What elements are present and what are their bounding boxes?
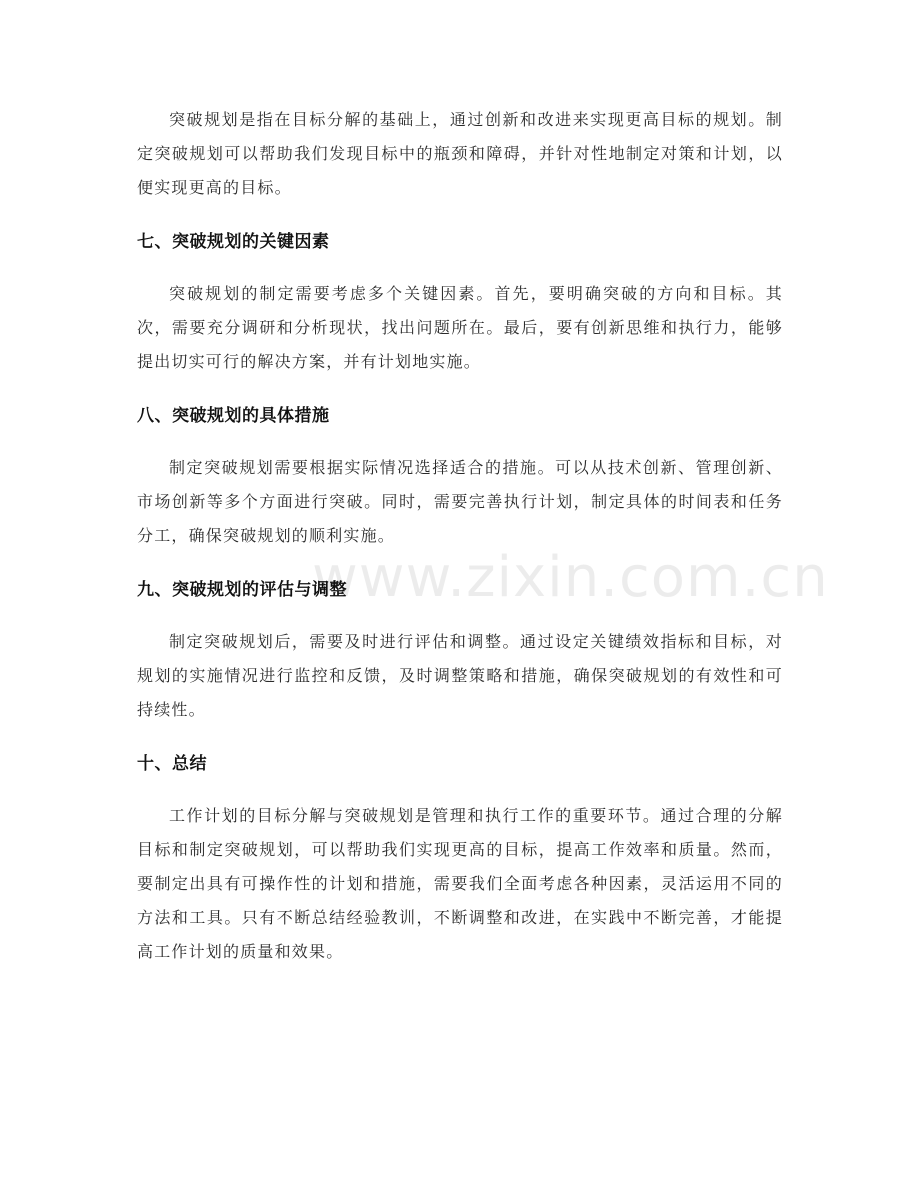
- section-heading-8: 八、突破规划的具体措施: [137, 406, 330, 426]
- section-paragraph-7: 突破规划的制定需要考虑多个关键因素。首先，要明确突破的方向和目标。其次，需要充分调研和分析现状，找出问题所在。最后，要有创新思维和执行力，能够提出切实可行的解决方案，并有计划地实施。: [137, 284, 783, 371]
- intro-paragraph: 突破规划是指在目标分解的基础上，通过创新和改进来实现更高目标的规划。制定突破规划可以帮助我们发现目标中的瓶颈和障碍，并针对性地制定对策和计划，以便实现更高的目标。: [137, 110, 783, 197]
- section-heading-9: 九、突破规划的评估与调整: [137, 580, 347, 600]
- section-paragraph-10: 工作计划的目标分解与突破规划是管理和执行工作的重要环节。通过合理的分解目标和制定突破规划，可以帮助我们实现更高的目标，提高工作效率和质量。然而，要制定出具有可操作性的计划和措施，需要我们全面考虑各种因素，灵活运用不同的方法和工具。只有不断总结经验教训，不断调整和改进，在实践中不断完善，才能提高工作计划的质量和效果。: [137, 806, 783, 961]
- section-heading-7: 七、突破规划的关键因素: [137, 232, 330, 252]
- section-paragraph-8: 制定突破规划需要根据实际情况选择适合的措施。可以从技术创新、管理创新、市场创新等多个方面进行突破。同时，需要完善执行计划，制定具体的时间表和任务分工，确保突破规划的顺利实施。: [137, 458, 783, 545]
- section-paragraph-9: 制定突破规划后，需要及时进行评估和调整。通过设定关键绩效指标和目标，对规划的实施情况进行监控和反馈，及时调整策略和措施，确保突破规划的有效性和可持续性。: [137, 632, 783, 719]
- section-heading-10: 十、总结: [137, 754, 207, 774]
- document-body: [137, 103, 783, 969]
- watermark: www.zixin.com.cn: [312, 545, 829, 610]
